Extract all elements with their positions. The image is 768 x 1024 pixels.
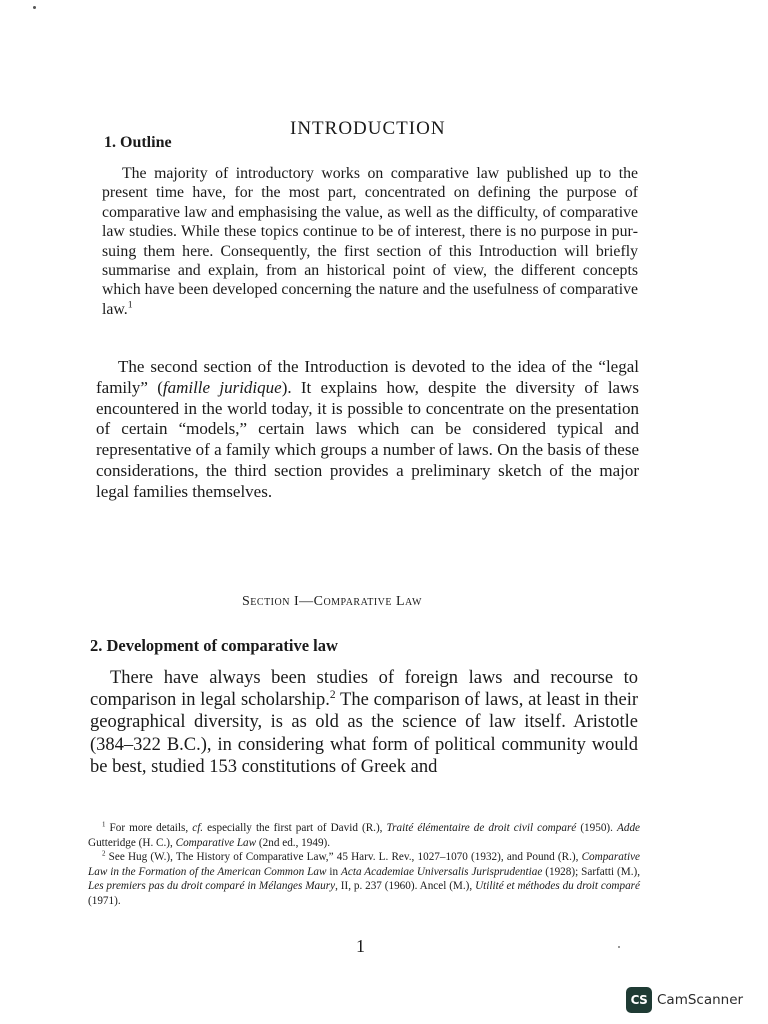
section-heading: Section I—Comparative Law bbox=[242, 594, 422, 609]
footnote-1-text: For more details, bbox=[105, 822, 193, 834]
footnote-1-text: Gutteridge (H. C.), bbox=[88, 836, 176, 849]
page-title: INTRODUCTION bbox=[290, 118, 446, 139]
outline-paragraph-2-text-a: The second section of the Introduction is devoted to the idea of the “legal family” ( bbox=[96, 357, 639, 397]
subsection-heading: 2. Development of comparative law bbox=[90, 636, 338, 655]
development-paragraph-text-b: The comparison of laws, at least in their geographical diversity, is as old as the science of law itself. Aristotle (384–322 B.C.), in considering what form of political community would be best, studied 153 constitutions of Greek and bbox=[90, 690, 638, 777]
footnote-1-number: 1 bbox=[102, 820, 106, 829]
footnote-2-italic: Les premiers pas du droit comparé in Mélanges Maury bbox=[88, 880, 336, 892]
outline-paragraph-1 bbox=[102, 164, 638, 319]
footnote-ref-1: 1 bbox=[127, 299, 133, 311]
footnote-2-number: 2 bbox=[102, 849, 106, 858]
footnote-2-text: (1971). bbox=[88, 894, 121, 907]
footnote-1-text: (2nd ed., 1949). bbox=[256, 836, 331, 849]
outline-paragraph-1-text: The majority of introductory works on comparative law published up to the present time have, for the most part, concentrated on defining the purpose of comparative law and emphasising the value, as well as the difficulty, of comparative law studies. While these topics continue to be of interest, there is no purpose in pursuing them here. Consequently, the first section of this Introduction will briefly summarise and explain, from an historical point of view, the different concepts which have been developed concerning the nature and the usefulness of comparative law. bbox=[102, 165, 638, 318]
footnote-1-italic: Traité élémentaire de droit civil comparé bbox=[386, 822, 577, 834]
camscanner-name: CamScanner bbox=[657, 992, 744, 1008]
footnote-ref-2: 2 bbox=[329, 689, 336, 702]
scan-speck bbox=[33, 6, 36, 9]
outline-paragraph-2 bbox=[96, 357, 639, 503]
footnote-2-text: (1928); Sarfatti (M.), bbox=[542, 865, 641, 878]
footnote-1-italic: cf. bbox=[192, 822, 204, 834]
footnote-2-text: in bbox=[326, 865, 342, 878]
footnote-1-italic: Comparative Law bbox=[175, 836, 257, 849]
footnote-1 bbox=[88, 821, 640, 850]
scan-speck bbox=[618, 946, 620, 948]
footnote-2-italic: Acta Academiae Universalis Jurisprudentiae bbox=[341, 865, 543, 878]
camscanner-watermark bbox=[626, 987, 743, 1013]
development-paragraph bbox=[90, 667, 638, 778]
footnote-2-italic: Utilité et méthodes du droit comparé bbox=[475, 880, 640, 892]
outline-paragraph-2-text-b: ). It explains how, despite the diversity of laws encountered in the world today, it is possible to concentrate on the presentation of certain “models,” certain laws which can be considered typical and representative of a family which groups a number of laws. On the basis of these considerations, the third section provides a preliminary sketch of the major legal families themselves. bbox=[96, 377, 639, 501]
footnotes bbox=[88, 821, 640, 908]
footnote-2-text: , II, p. 237 (1960). Ancel (M.), bbox=[335, 880, 476, 892]
footnote-1-italic: Adde bbox=[617, 822, 641, 834]
footnote-1-text: especially the first part of David (R.), bbox=[203, 822, 387, 834]
footnote-1-text: (1950). bbox=[576, 822, 618, 834]
camscanner-logo-icon: CS bbox=[626, 987, 652, 1013]
development-paragraph-text-a: There have always been studies of foreign laws and recourse to comparison in legal scholarship. bbox=[90, 668, 638, 711]
outline-paragraph-2-italic: famille juridique bbox=[162, 377, 282, 397]
footnote-2-italic: Comparative Law in the Formation of the American Common Law bbox=[88, 851, 640, 878]
outline-heading: 1. Outline bbox=[104, 134, 172, 151]
page-number: 1 bbox=[356, 936, 365, 956]
footnote-2 bbox=[88, 850, 640, 908]
footnote-2-text: See Hug (W.), The History of Comparative Law,” 45 Harv. L. Rev., 1027–1070 (1932), and Pound (R.), bbox=[105, 851, 582, 863]
